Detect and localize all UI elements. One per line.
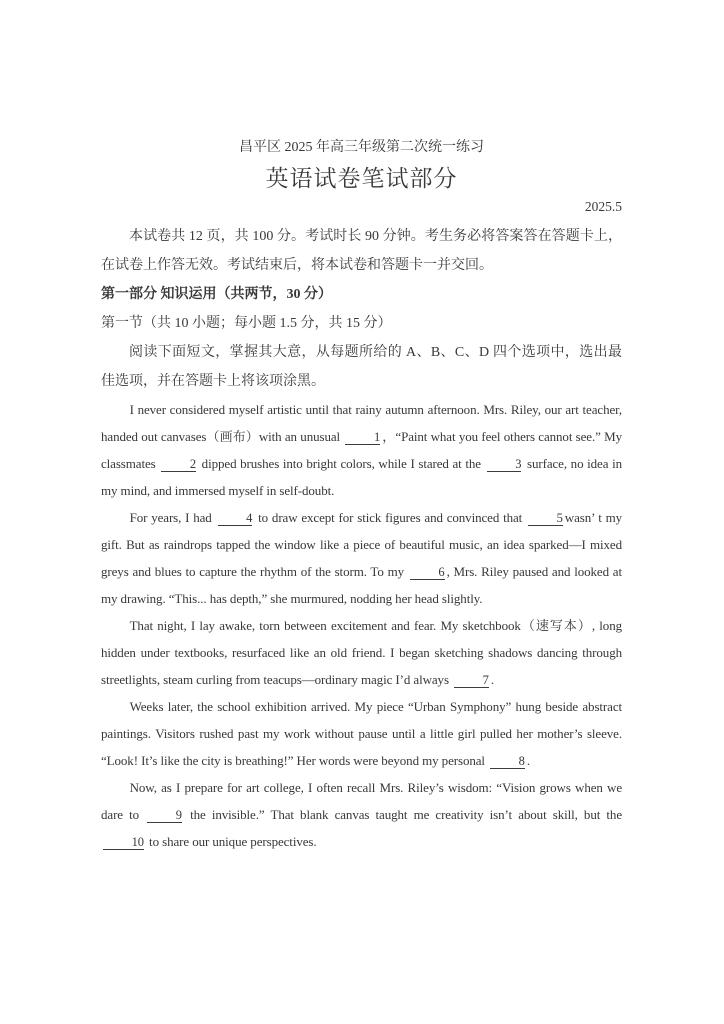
blank-4: 4 [218,511,253,526]
blank-5: 5 [528,511,563,526]
cloze-paragraph-3: That night, I lay awake, torn between excitement and fear. My sketchbook（速写本）, long hidden under textbooks, resurfaced like an old friend. I began sketching shadows dancing through streetlights, steam curling from teacups—ordinary magic I’d always 7 . [101,618,622,687]
blank-10: 10 [103,835,144,850]
cloze-paragraph-2: For years, I had 4 to draw except for stick figures and convinced that 5 wasn’ t my gift. But as raindrops tapped the window like a piece of beautiful music, an idea sparked—I mixed greys and blues to capture the rhythm of the storm. To my 6 , Mrs. Riley paused and looked at my drawing. “This... has depth,” she murmured, nodding her head slightly. [101,510,623,606]
cloze-paragraph-5: Now, as I prepare for art college, I often recall Mrs. Riley’s wisdom: “Vision grows when we dare to 9 the invisible.” That blank canvas taught me creativity isn’t about skill, but the 10 to share our unique perspectives. [101,780,622,849]
exam-title: 英语试卷笔试部分 [265,166,458,191]
blank-9: 9 [147,808,182,823]
blank-7: 7 [454,673,489,688]
exam-content [101,138,622,855]
exam-instructions: 本试卷共 12 页，共 100 分。考试时长 90 分钟。考生务必将答案答在答题卡上，在试卷上作答无效。考试结束后，将本试卷和答题卡一并交回。 [101,229,622,273]
cloze-passage [101,396,622,855]
blank-2: 2 [161,457,196,472]
blank-6: 6 [410,565,445,580]
cloze-directions: 阅读下面短文，掌握其大意，从每题所给的 A、B、C、D 四个选项中，选出最佳选项，并在答题卡上将该项涂黑。 [101,345,622,389]
blank-3: 3 [487,457,522,472]
cloze-paragraph-4: Weeks later, the school exhibition arrived. My piece “Urban Symphony” hung beside abstract paintings. Visitors rushed past my work without pause until a little girl pulled her mother’s sleeve. “Look! It’s like the city is breathing!” Her words were beyond my personal 8 . [101,699,622,768]
section1-heading: 第一节（共 10 小题；每小题 1.5 分，共 15 分） [101,316,392,331]
blank-1: 1 [345,430,380,445]
exam-header-line: 昌平区 2025 年高三年级第二次统一练习 [239,140,484,155]
blank-8: 8 [490,754,525,769]
part1-heading: 第一部分 知识运用（共两节，30 分） [101,287,332,302]
cloze-paragraph-1: I never considered myself artistic until that rainy autumn afternoon. Mrs. Riley, our art teacher, handed out canvases（画布）with an unusual 1 ，“Paint what you feel others cannot see.” My classmates 2 dipped brushes into bright colors, while I stared at the 3 surface, no idea in my mind, and immersed myself in self-doubt. [101,402,622,498]
exam-date: 2025.5 [584,199,622,214]
